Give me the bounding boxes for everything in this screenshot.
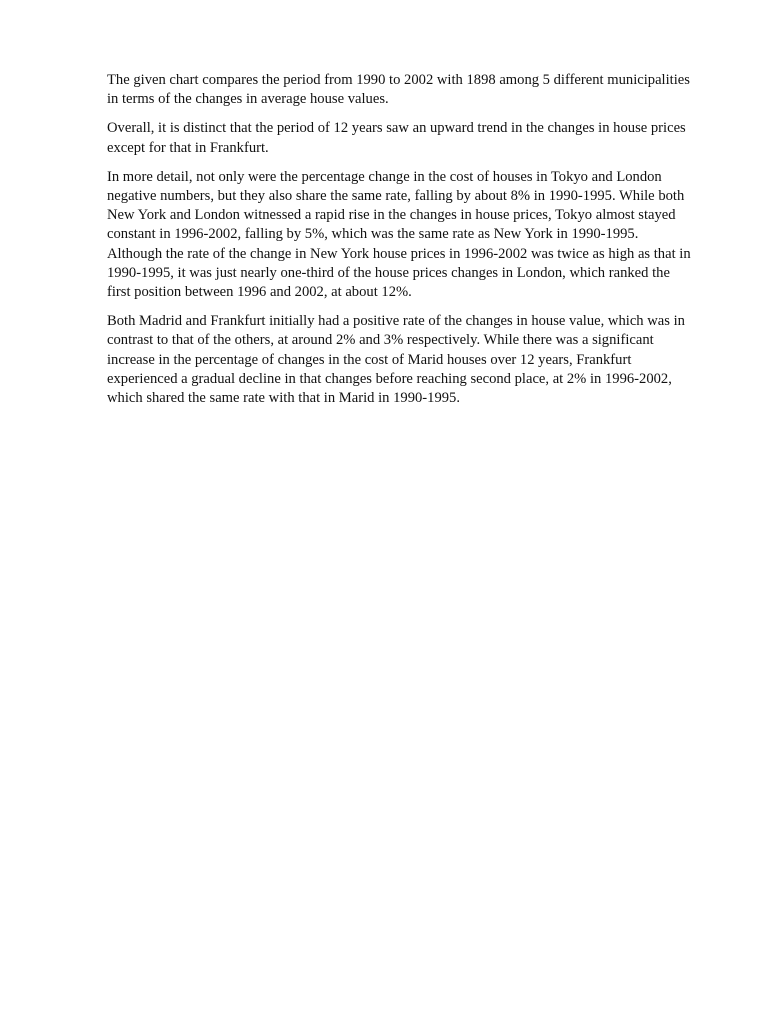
paragraph-detail-1: In more detail, not only were the percentage change in the cost of houses in Tokyo and London negative numbers, but they also share the same rate, falling by about 8% in 1990-1995. While both New York and London witnessed a rapid rise in the changes in house prices, Tokyo almost stayed constant in 1996-2002, falling by 5%, which was the same rate as New York in 1990-1995. Although the rate of the change in New York house prices in 1996-2002 was twice as high as that in 1990-1995, it was just nearly one-third of the house prices changes in London, which ranked the first position between 1996 and 2002, at about 12%. [107,168,691,301]
paragraph-detail-2: Both Madrid and Frankfurt initially had a positive rate of the changes in house value, which was in contrast to that of the others, at around 2% and 3% respectively. While there was a significant increase in the percentage of changes in the cost of Marid houses over 12 years, Frankfurt experienced a gradual decline in that changes before reaching second place, at 2% in 1996-2002, which shared the same rate with that in Marid in 1990-1995. [107,313,685,407]
paragraph-intro: The given chart compares the period from 1990 to 2002 with 1898 among 5 different municipalities in terms of the changes in average house values. [107,72,690,108]
document-body [107,71,693,418]
paragraph-overview: Overall, it is distinct that the period of 12 years saw an upward trend in the changes in house prices except for that in Frankfurt. [107,120,686,156]
